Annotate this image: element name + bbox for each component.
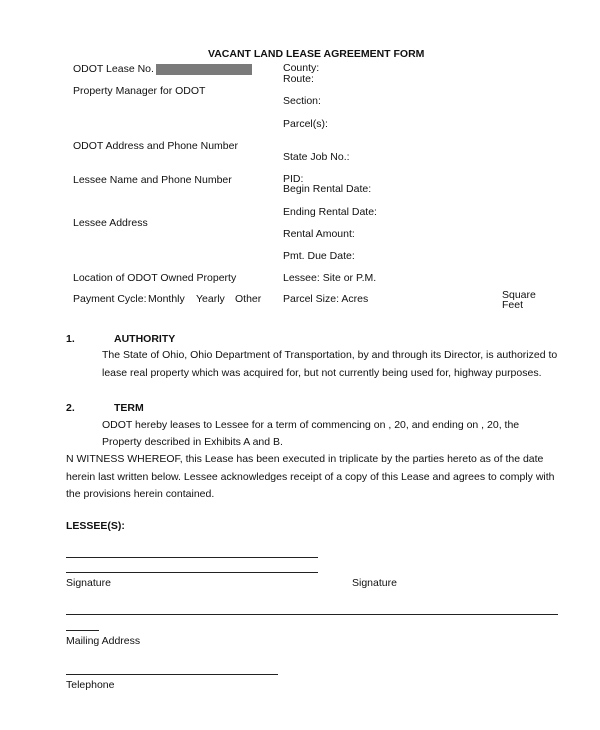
signature-right-label: Signature [352, 577, 397, 589]
section-label: Section: [283, 95, 321, 107]
county-label: County: [283, 62, 320, 74]
parcel-size-label: Parcel Size: Acres [283, 293, 369, 305]
lessee-site-label: Lessee: Site or P.M. [283, 272, 377, 284]
telephone-line[interactable] [66, 674, 278, 675]
section-1-title: AUTHORITY [114, 333, 176, 345]
feet-label: Feet [502, 299, 524, 311]
payment-monthly-option: Monthly [148, 293, 185, 305]
lessees-heading: LESSEE(S): [66, 520, 125, 532]
mailing-address-line-1[interactable] [66, 614, 558, 615]
rental-amount-label: Rental Amount: [283, 228, 355, 240]
mailing-address-line-2[interactable] [66, 630, 99, 631]
payment-yearly-option: Yearly [196, 293, 225, 305]
route-label: Route: [283, 73, 314, 85]
redacted-lease-number [156, 64, 252, 75]
section-1-number: 1. [66, 333, 75, 345]
square-label: Square [502, 289, 536, 301]
property-location-label: Location of ODOT Owned Property [73, 272, 237, 284]
form-title: VACANT LAND LEASE AGREEMENT FORM [208, 48, 425, 60]
signature-line-1[interactable] [66, 557, 318, 558]
authority-text-line-2: lease real property which was acquired for, but not currently being used for, highway purposes. [102, 367, 542, 379]
payment-other-option: Other [235, 293, 262, 305]
term-text-line-1: ODOT hereby leases to Lessee for a term of commencing on , 20, and ending on , 20, the [102, 419, 520, 431]
mailing-address-label: Mailing Address [66, 635, 141, 647]
signature-left-label: Signature [66, 577, 111, 589]
pid-label: PID: [283, 173, 304, 185]
ending-rental-date-label: Ending Rental Date: [283, 206, 377, 218]
witness-text-line-3: the provisions herein contained. [66, 488, 215, 500]
odot-address-label: ODOT Address and Phone Number [73, 140, 238, 152]
payment-cycle-label: Payment Cycle: [73, 293, 147, 305]
pmt-due-date-label: Pmt. Due Date: [283, 250, 355, 262]
witness-text-line-2: herein last written below. Lessee acknowledges receipt of a copy of this Lease and agrees to comply with [66, 471, 555, 483]
begin-rental-date-label: Begin Rental Date: [283, 183, 372, 195]
parcels-label: Parcel(s): [283, 118, 328, 130]
signature-line-2[interactable] [66, 572, 318, 573]
state-job-no-label: State Job No.: [283, 151, 350, 163]
property-manager-label: Property Manager for ODOT [73, 85, 206, 97]
section-2-title: TERM [114, 402, 144, 414]
witness-text-line-1: N WITNESS WHEREOF, this Lease has been executed in triplicate by the parties hereto as of the date [66, 453, 544, 465]
telephone-label: Telephone [66, 679, 115, 691]
section-2-number: 2. [66, 402, 75, 414]
lessee-address-label: Lessee Address [73, 217, 148, 229]
term-text-line-2: Property described in Exhibits A and B. [102, 436, 283, 448]
lessee-name-label: Lessee Name and Phone Number [73, 174, 232, 186]
authority-text-line-1: The State of Ohio, Ohio Department of Transportation, by and through its Director, is authorized to [102, 349, 558, 361]
lease-no-label: ODOT Lease No. [73, 63, 154, 75]
